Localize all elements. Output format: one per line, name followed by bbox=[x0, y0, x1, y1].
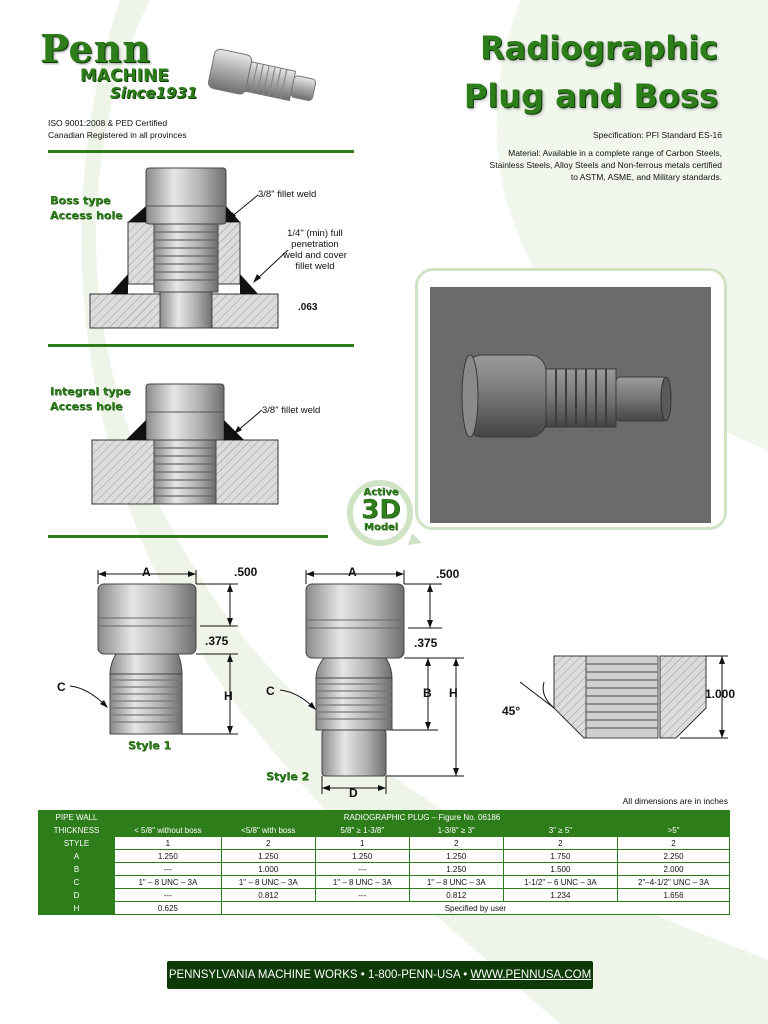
table-row bbox=[39, 850, 730, 863]
style-1-label: Style 1 bbox=[128, 739, 172, 752]
certifications bbox=[48, 117, 186, 141]
3d-plug-model bbox=[430, 287, 711, 523]
cert-canadian: Canadian Registered in all provinces bbox=[48, 130, 187, 140]
integral-fillet-leader bbox=[232, 408, 264, 436]
table-row bbox=[39, 889, 730, 902]
table-cell: --- bbox=[115, 889, 222, 902]
full-line2: penetration bbox=[291, 239, 339, 250]
col-header: 5/8" ≥ 1-3/8" bbox=[315, 824, 409, 837]
table-cell: 1.750 bbox=[503, 850, 617, 863]
style2-dim-c: C bbox=[266, 684, 275, 698]
style-1-drawing bbox=[92, 570, 242, 740]
table-cell: 2.000 bbox=[618, 863, 730, 876]
full-line1: 1/4" (min) full bbox=[287, 228, 343, 239]
corner-header-2: THICKNESS bbox=[39, 824, 115, 837]
style1-dim-h: H bbox=[224, 689, 233, 703]
style2-c-leader bbox=[278, 688, 322, 712]
badge-3d: 3D bbox=[361, 495, 401, 525]
material-description bbox=[402, 147, 722, 183]
table-cell: --- bbox=[315, 889, 409, 902]
style2-dim-mid: .375 bbox=[414, 636, 438, 650]
col-header: 3" ≥ 5" bbox=[503, 824, 617, 837]
boss-fillet-leader bbox=[226, 192, 260, 222]
row-label: D bbox=[39, 889, 115, 902]
table-header-row-2 bbox=[39, 824, 730, 837]
table-cell: --- bbox=[315, 863, 409, 876]
group-header: RADIOGRAPHIC PLUG – Figure No. 06186 bbox=[115, 811, 730, 824]
material-line3: to ASTM, ASME, and Military standards. bbox=[570, 172, 722, 182]
logo-penn: Penn bbox=[40, 26, 151, 71]
specification: Specification: PFI Standard ES-16 bbox=[593, 130, 722, 140]
footer-bar bbox=[167, 961, 593, 989]
table-cell: 1" – 8 UNC – 3A bbox=[221, 876, 315, 889]
style-2-label: Style 2 bbox=[266, 770, 310, 783]
table-cell: 2 bbox=[618, 837, 730, 850]
table-cell: 2 bbox=[503, 837, 617, 850]
full-line3: weld and cover bbox=[283, 250, 347, 261]
footer-separator: • bbox=[357, 969, 368, 981]
dimensions-note: All dimensions are in inches bbox=[622, 796, 728, 806]
material-line2: Stainless Steels, Alloy Steels and Non-ferrous metals certified bbox=[489, 160, 722, 170]
boss-type-line1: Boss type bbox=[50, 194, 111, 207]
dimensions-table bbox=[38, 810, 730, 915]
boss-type-line2: Access hole bbox=[50, 209, 123, 222]
table-cell: 1" – 8 UNC – 3A bbox=[409, 876, 503, 889]
style1-dim-a: A bbox=[142, 565, 151, 579]
table-cell: 1 bbox=[115, 837, 222, 850]
style1-dim-mid: .375 bbox=[205, 634, 229, 648]
threaded-hole-diagram bbox=[500, 652, 730, 742]
divider-top bbox=[48, 150, 354, 153]
title-line1: Radiographic bbox=[480, 29, 718, 67]
material-line1: Material: Available in a complete range of Carbon Steels, bbox=[508, 148, 722, 158]
hole-depth: 1.000 bbox=[705, 687, 736, 701]
table-cell: --- bbox=[115, 863, 222, 876]
table-cell: 2"–4-1/2" UNC – 3A bbox=[618, 876, 730, 889]
boss-fillet-weld-callout: 3/8" fillet weld bbox=[258, 189, 317, 200]
company-logo bbox=[40, 26, 198, 106]
table-cell: 2 bbox=[409, 837, 503, 850]
plug-render-image bbox=[200, 40, 325, 120]
active-3d-badge[interactable] bbox=[356, 487, 406, 533]
logo-since: Since1931 bbox=[110, 84, 198, 102]
hole-angle: 45° bbox=[502, 704, 521, 718]
title-line2: Plug and Boss bbox=[463, 77, 718, 115]
style1-c-leader bbox=[68, 684, 114, 710]
table-cell: 2.250 bbox=[618, 850, 730, 863]
style-2-drawing bbox=[300, 570, 466, 795]
row-label: A bbox=[39, 850, 115, 863]
row-label: STYLE bbox=[39, 837, 115, 850]
style2-dim-b: B bbox=[423, 686, 432, 700]
table-cell: 1-1/2" – 6 UNC – 3A bbox=[503, 876, 617, 889]
table-cell: 2 bbox=[221, 837, 315, 850]
corner-header-1: PIPE WALL bbox=[39, 811, 115, 824]
integral-fillet-weld-callout: 3/8" fillet weld bbox=[262, 405, 321, 416]
3d-model-viewer[interactable] bbox=[415, 268, 727, 530]
table-cell: 1.000 bbox=[221, 863, 315, 876]
divider-lower bbox=[48, 535, 328, 538]
badge-active: Active bbox=[363, 487, 399, 498]
table-cell: 1.500 bbox=[503, 863, 617, 876]
integral-type-diagram bbox=[90, 380, 280, 508]
table-header-row-1 bbox=[39, 811, 730, 824]
footer-company: PENNSYLVANIA MACHINE WORKS bbox=[168, 969, 358, 981]
table-row bbox=[39, 876, 730, 889]
3d-viewport[interactable] bbox=[430, 287, 711, 523]
boss-type-diagram bbox=[88, 162, 308, 332]
boss-full-pen-leader bbox=[250, 248, 290, 284]
table-cell: 0.625 bbox=[115, 902, 222, 915]
table-row bbox=[39, 863, 730, 876]
row-label: B bbox=[39, 863, 115, 876]
col-header: 1-3/8" ≥ 3" bbox=[409, 824, 503, 837]
footer-separator: • bbox=[460, 969, 471, 981]
cert-iso: ISO 9001:2008 & PED Certified bbox=[48, 118, 168, 128]
table-row-h bbox=[39, 902, 730, 915]
boss-full-penetration-callout bbox=[283, 228, 347, 272]
integral-type-line1: Integral type bbox=[50, 385, 131, 398]
table-cell: 1 bbox=[315, 837, 409, 850]
col-header: >5" bbox=[618, 824, 730, 837]
footer-phone: 1-800-PENN-USA bbox=[367, 969, 461, 981]
table-cell: 1" – 8 UNC – 3A bbox=[315, 876, 409, 889]
row-label: H bbox=[39, 902, 115, 915]
row-label: C bbox=[39, 876, 115, 889]
divider-middle bbox=[48, 344, 354, 347]
integral-type-line2: Access hole bbox=[50, 400, 123, 413]
table-cell: 1.250 bbox=[315, 850, 409, 863]
table-cell: 1.250 bbox=[221, 850, 315, 863]
style2-dim-d: D bbox=[349, 786, 358, 800]
table-cell: Specified by user bbox=[221, 902, 729, 915]
footer-website-link[interactable]: WWW.PENNUSA.COM bbox=[470, 969, 592, 981]
table-cell: 0.812 bbox=[409, 889, 503, 902]
page-title bbox=[418, 24, 718, 120]
badge-model: Model bbox=[363, 522, 399, 533]
table-cell: 1.250 bbox=[409, 850, 503, 863]
table-cell: 1.656 bbox=[618, 889, 730, 902]
boss-gap-dimension: .063 bbox=[298, 302, 318, 313]
table-cell: 1.250 bbox=[115, 850, 222, 863]
full-line4: fillet weld bbox=[295, 261, 335, 272]
style2-dim-h: H bbox=[449, 686, 458, 700]
style2-dim-a: A bbox=[348, 565, 357, 579]
table-cell: 1" – 8 UNC – 3A bbox=[115, 876, 222, 889]
style1-dim-c: C bbox=[57, 680, 66, 694]
table-cell: 1.234 bbox=[503, 889, 617, 902]
col-header: < 5/8" without boss bbox=[115, 824, 222, 837]
style1-dim-top: .500 bbox=[234, 565, 258, 579]
table-cell: 0.812 bbox=[221, 889, 315, 902]
style2-dim-top: .500 bbox=[436, 567, 460, 581]
logo-machine: MACHINE bbox=[80, 66, 169, 86]
col-header: <5/8" with boss bbox=[221, 824, 315, 837]
table-cell: 1.250 bbox=[409, 863, 503, 876]
table-body bbox=[39, 837, 730, 902]
table-row bbox=[39, 837, 730, 850]
